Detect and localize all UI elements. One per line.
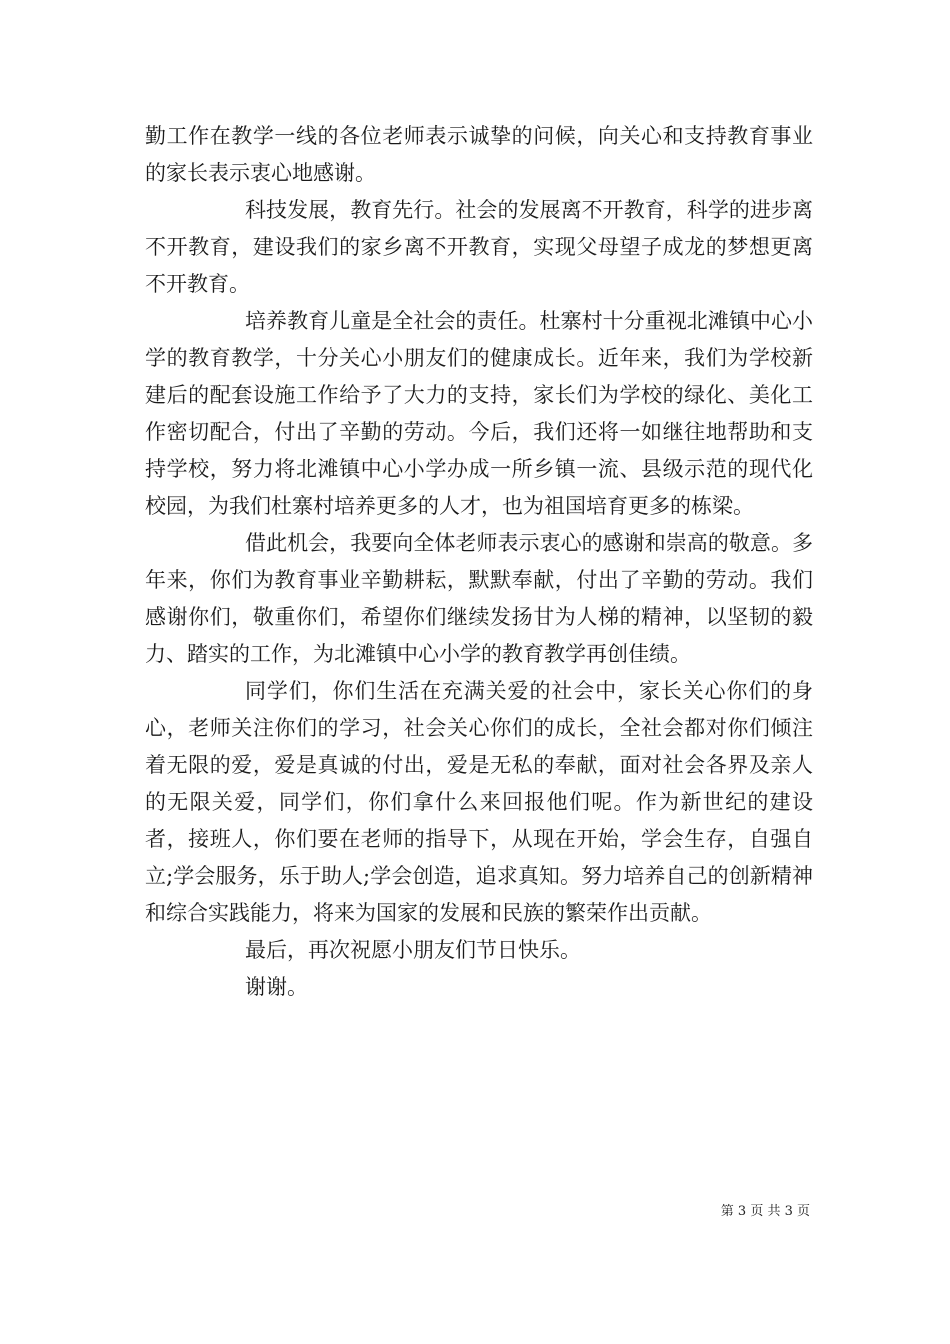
paragraph-students: 同学们，你们生活在充满关爱的社会中，家长关心你们的身心，老师关注你们的学习，社会关心你们的成长，全社会都对你们倾注着无限的爱，爱是真诚的付出，爱是无私的奉献，面对社会各界及亲人的无限关爱，同学们，你们拿什么来回报他们呢。作为新世纪的建设者，接班人，你们要在老师的指导下，从现在开始，学会生存，自强自立;学会服务，乐于助人;学会创造，追求真知。努力培养自己的创新精神和综合实践能力，将来为国家的发展和民族的繁荣作出贡献。 <box>145 679 813 925</box>
paragraph-closing-wish: 最后，再次祝愿小朋友们节日快乐。 <box>245 938 581 962</box>
page-number: 第 3 页 共 3 页 <box>720 1204 810 1219</box>
document-body <box>145 118 813 1006</box>
paragraph-thanks-teachers: 借此机会，我要向全体老师表示衷心的感谢和崇高的敬意。多年来，你们为教育事业辛勤耕耘，默默奉献，付出了辛勤的劳动。我们感谢你们，敬重你们，希望你们继续发扬甘为人梯的精神，以坚韧的毅力、踏实的工作，为北滩镇中心小学的教育教学再创佳绩。 <box>145 531 813 666</box>
paragraph-science-education: 科技发展，教育先行。社会的发展离不开教育，科学的进步离不开教育，建设我们的家乡离不开教育，实现父母望子成龙的梦想更离不开教育。 <box>145 198 813 296</box>
paragraph-continued: 勤工作在教学一线的各位老师表示诚挚的问候，向关心和支持教育事业的家长表示衷心地感谢。 <box>145 124 813 185</box>
paragraph-society-responsibility: 培养教育儿童是全社会的责任。杜寨村十分重视北滩镇中心小学的教育教学，十分关心小朋友们的健康成长。近年来，我们为学校新建后的配套设施工作给予了大力的支持，家长们为学校的绿化、美化工作密切配合，付出了辛勤的劳动。今后，我们还将一如继往地帮助和支持学校，努力将北滩镇中心小学办成一所乡镇一流、县级示范的现代化校园，为我们杜寨村培养更多的人才，也为祖国培育更多的栋梁。 <box>145 309 813 518</box>
paragraph-thank-you: 谢谢。 <box>245 975 308 999</box>
